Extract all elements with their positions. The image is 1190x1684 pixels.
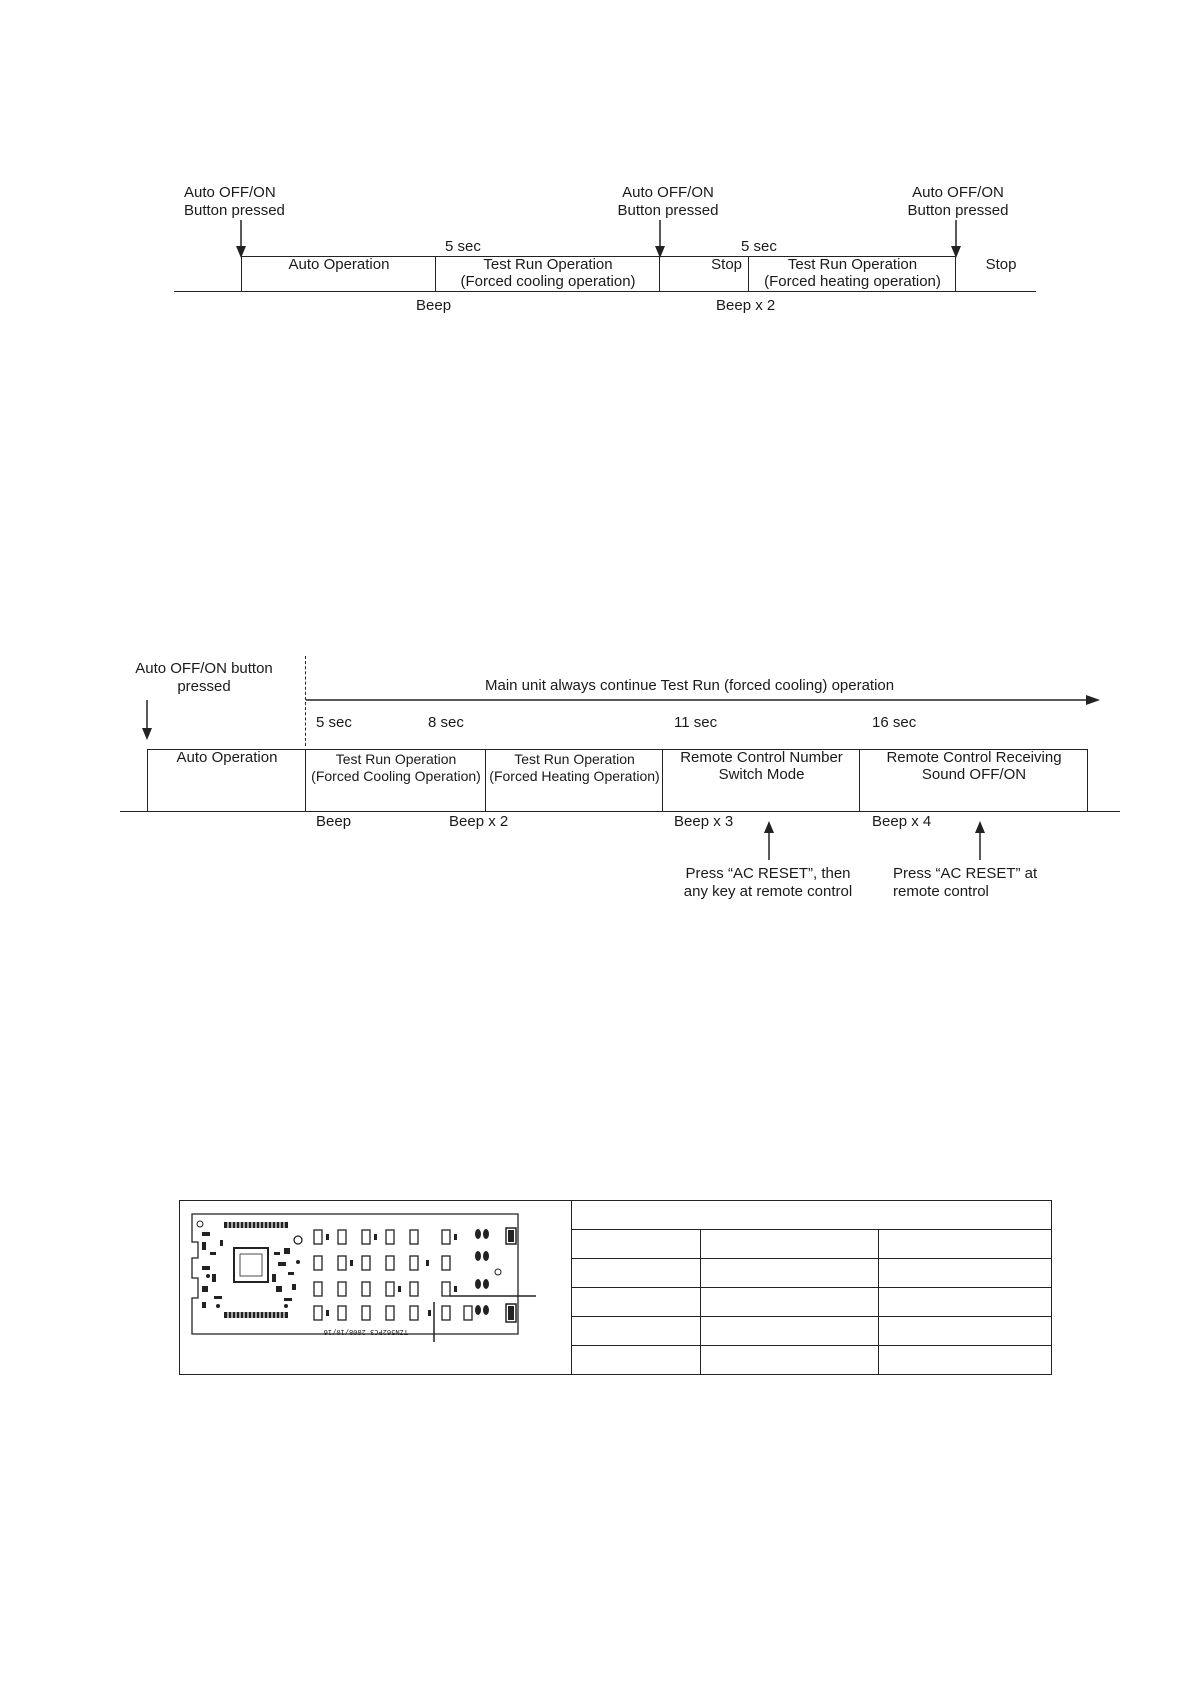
down-arrow-icon	[142, 700, 152, 742]
pcb-drawing	[188, 1212, 538, 1342]
segment-stop: Stop	[711, 256, 742, 273]
segment-auto-operation: Auto Operation	[288, 256, 390, 273]
timing-label: 11 sec	[674, 714, 718, 731]
segment-test-run-cooling: Test Run Operation (Forced Cooling Operation)	[311, 751, 481, 784]
down-arrow-icon	[951, 220, 961, 260]
press-label-2: Auto OFF/ON Button pressed	[617, 184, 719, 219]
beep-label: Beep x 4	[872, 813, 932, 830]
board-marking: TZN562PC3 2008/10/16	[323, 1328, 408, 1336]
timing-label: 8 sec	[428, 714, 464, 731]
segment-auto-operation: Auto Operation	[176, 749, 278, 766]
timing-label: 16 sec	[872, 714, 917, 731]
down-arrow-icon	[655, 220, 665, 260]
segment-stop: Stop	[985, 256, 1017, 273]
right-arrow-icon	[306, 694, 1102, 706]
segment-remote-sound: Remote Control Receiving Sound OFF/ON	[886, 749, 1062, 783]
timeline-baseline	[174, 291, 1036, 292]
segment-test-run-heating: Test Run Operation (Forced heating operation)	[764, 256, 941, 290]
timing-label: 5 sec	[316, 714, 352, 731]
up-arrow-icon	[975, 820, 985, 862]
timing-label: 5 sec	[741, 238, 777, 255]
up-arrow-icon	[764, 820, 774, 862]
press-label-3: Auto OFF/ON Button pressed	[907, 184, 1009, 219]
note-remote-switch: Press “AC RESET”, then any key at remote control	[683, 865, 853, 900]
beep-label: Beep	[316, 813, 352, 830]
beep-label: Beep x 2	[716, 297, 776, 314]
segment-test-run-heating: Test Run Operation (Forced Heating Operation)	[489, 751, 660, 784]
press-label-1: Auto OFF/ON Button pressed	[184, 184, 285, 219]
timeline-baseline	[120, 811, 1120, 812]
continue-note: Main unit always continue Test Run (forced cooling) operation	[485, 677, 895, 694]
timing-label: 5 sec	[445, 238, 481, 255]
segment-remote-switch-mode: Remote Control Number Switch Mode	[680, 749, 843, 783]
down-arrow-icon	[236, 220, 246, 260]
beep-label: Beep	[416, 297, 452, 314]
segment-test-run-cooling: Test Run Operation (Forced cooling operation)	[460, 256, 636, 290]
beep-label: Beep x 3	[674, 813, 734, 830]
press-label: Auto OFF/ON button pressed	[135, 660, 273, 695]
beep-label: Beep x 2	[449, 813, 509, 830]
note-remote-sound: Press “AC RESET” at remote control	[893, 865, 1038, 900]
